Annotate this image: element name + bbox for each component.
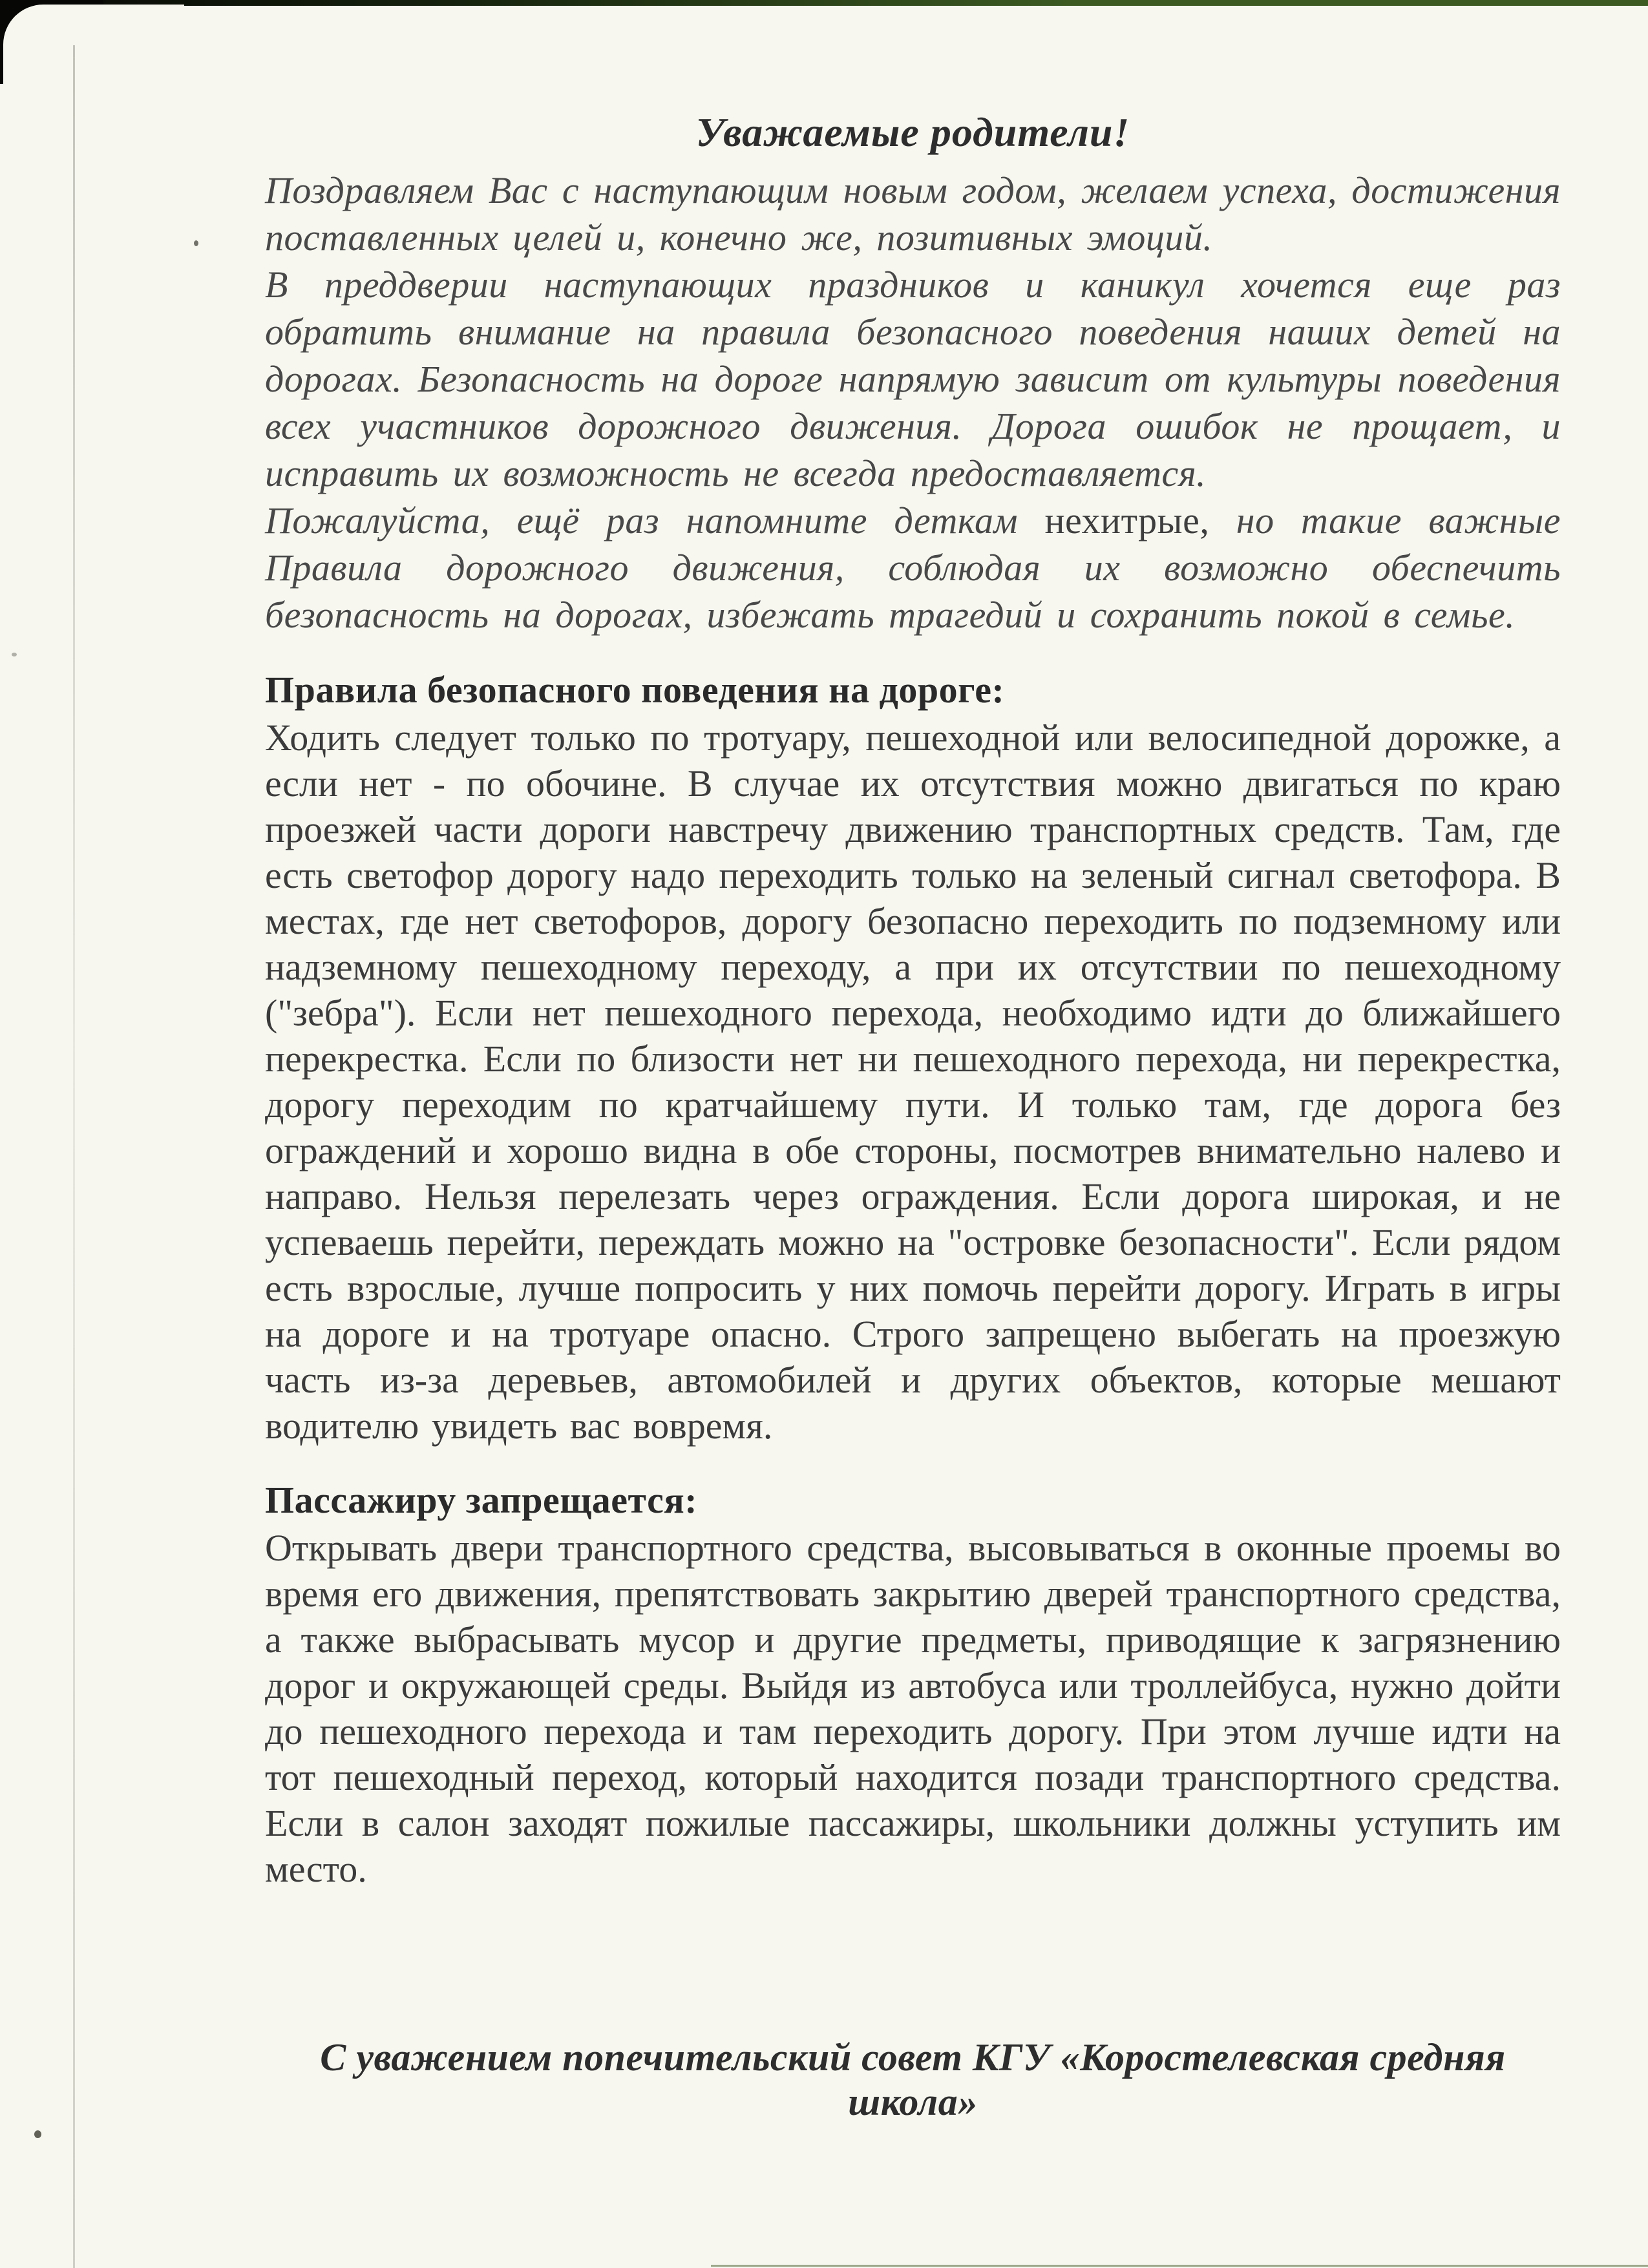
scan-speck — [194, 240, 198, 246]
reminder-tail-text: но такие важные Правила дорожного движения, соблюдая их возможно обеспечить безопасность на дорогах, избежать трагедий и сохранить покой в семье. — [265, 499, 1561, 636]
intro-paragraph-reminder — [265, 497, 1561, 638]
section-body-passenger: Открывать двери транспортного средства, высовываться в оконные проемы во время его движения, препятствовать закрытию дверей транспортного средства, а также выбрасывать мусор и другие предметы, приводящие к загрязнению дорог и окружающей среды. Выйдя из автобуса или троллейбуса, нужно дойти до пешеходного перехода и там переходить дорогу. При этом лучше идти на тот пешеходный переход, который находится позади транспортного средства. Если в салон заходят пожилые пассажиры, школьники должны уступить им место. — [265, 1527, 1561, 1890]
document-content — [265, 109, 1561, 2125]
intro-paragraph-holidays: В преддверии наступающих праздников и каникул хочется еще раз обратить внимание на правила безопасного поведения наших детей на дорогах. Безопасность на дороге напрямую зависит от культуры поведения всех участников дорожного движения. Дорога ошибок не прощает, и исправить их возможность не всегда предоставляется. — [265, 264, 1561, 494]
section-heading-road-rules: Правила безопасного поведения на дороге: — [265, 669, 1005, 711]
scan-speck — [12, 653, 17, 656]
reminder-plain-word: нехитрые, — [1044, 499, 1210, 541]
scan-bottom-edge — [711, 2265, 1648, 2267]
paper-crease-line — [73, 45, 75, 2268]
paper-rounded-corner — [3, 5, 184, 140]
reminder-lead-text: Пожалуйста, ещё раз напомните деткам — [265, 499, 1045, 541]
scan-top-edge — [0, 0, 1648, 6]
document-title: Уважаемые родители! — [695, 109, 1130, 155]
section-body-road-rules: Ходить следует только по тротуару, пешеходной или велосипедной дорожке, а если нет - по обочине. В случае их отсутствия можно двигаться по краю проезжей части дороги навстречу движению транспортных средств. Там, где есть светофор дорогу надо переходить только на зеленый сигнал светофора. В местах, где нет светофоров, дорогу безопасно переходить по подземному или надземному пешеходному переходу, а при их отсутствии по пешеходному ("зебра"). Если нет пешеходного перехода, необходимо идти до ближайшего перекрестка. Если по близости нет ни пешеходного перехода, ни перекрестка, дорогу переходим по кратчайшему пути. И только там, где дорога без ограждений и хорошо видна в обе стороны, посмотрев внимательно налево и направо. Нельзя перелезать через ограждения. Если дорога широкая, и не успеваешь перейти, переждать можно на "островке безопасности". Если рядом есть взрослые, лучше попросить у них помочь перейти дорогу. Играть в игры на дороге и на тротуаре опасно. Строго запрещено выбегать на проезжую часть из-за деревьев, автомобилей и других объектов, которые мешают водителю увидеть вас вовремя. — [265, 717, 1561, 1447]
signature-line: С уважением попечительский совет КГУ «Коростелевская средняя школа» — [320, 2036, 1506, 2123]
scan-speck — [34, 2130, 41, 2138]
intro-paragraph-greeting: Поздравляем Вас с наступающим новым годом, желаем успеха, достижения поставленных целей и, конечно же, позитивных эмоций. — [265, 169, 1561, 258]
section-heading-passenger: Пассажиру запрещается: — [265, 1479, 698, 1521]
